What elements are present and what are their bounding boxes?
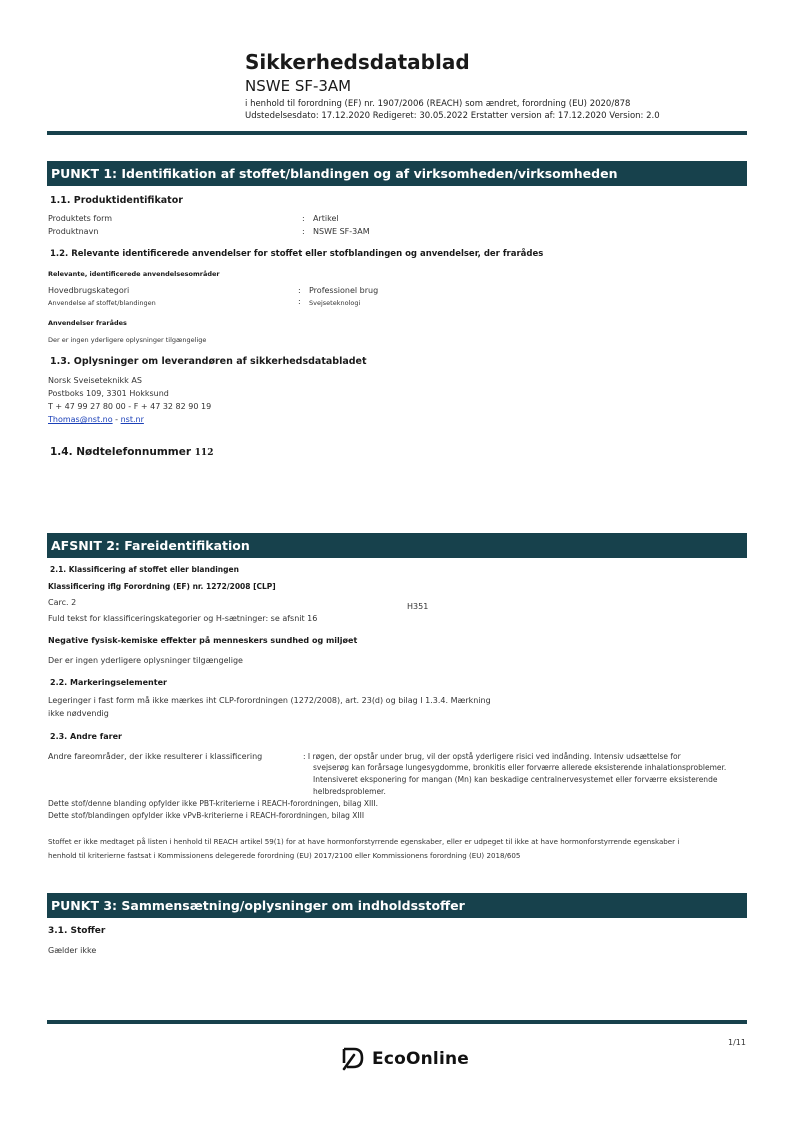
product-name-heading: NSWE SF-3AM xyxy=(245,77,352,95)
footer-divider xyxy=(47,1020,747,1024)
section-2-heading: AFSNIT 2: Fareidentifikation xyxy=(47,533,747,558)
colon-separator: : xyxy=(298,286,301,295)
substances-text: Gælder ikke xyxy=(48,946,97,955)
advised-against-label: Anvendelser frarådes xyxy=(48,319,127,327)
link-separator: - xyxy=(112,415,121,424)
subsection-2-3-heading: 2.3. Andre farer xyxy=(50,732,122,741)
section-1-heading: PUNKT 1: Identifikation af stoffet/blandingen og af virksomheden/virksomheden xyxy=(47,161,747,186)
product-form-value: Artikel xyxy=(313,214,339,223)
endocrine-statement-line-1: Stoffet er ikke medtaget på listen i henhold til REACH artikel 59(1) for at have hormonforstyrrende egenskaber, eller er udpeget til ikke at have hormonforstyrrende egenskaber i xyxy=(48,837,680,846)
product-name-value: NSWE SF-3AM xyxy=(313,227,370,236)
labelling-text-line-2: ikke nødvendig xyxy=(48,709,109,718)
relevant-uses-label: Relevante, identificerede anvendelsesområder xyxy=(48,270,220,278)
supplier-web-link[interactable]: nst.nr xyxy=(120,415,144,424)
vpvb-statement: Dette stof/blandingen opfylder ikke vPvB-kriterierne i REACH-forordningen, bilag XIII xyxy=(48,811,365,820)
subsection-1-1-heading: 1.1. Produktidentifikator xyxy=(50,195,183,206)
hazard-statement-code: H351 xyxy=(407,602,429,611)
header-divider xyxy=(47,131,747,135)
subsection-3-1-heading: 3.1. Stoffer xyxy=(48,926,106,936)
subsection-1-2-heading: 1.2. Relevante identificerede anvendelser for stoffet eller stofblandingen og anvendelser, der frarådes xyxy=(50,249,544,259)
subsection-1-4-heading xyxy=(50,446,213,458)
emergency-heading-text: 1.4. Nødtelefonnummer xyxy=(50,446,192,458)
other-hazards-line-1: : I røgen, der opstår under brug, vil der opstå yderligere risici ved indånding. Intensiv udsættelse for xyxy=(303,752,681,761)
section-3-heading: PUNKT 3: Sammensætning/oplysninger om indholdsstoffer xyxy=(47,893,747,918)
supplier-address: Postboks 109, 3301 Hokksund xyxy=(48,389,169,398)
pbt-statement: Dette stof/denne blanding opfylder ikke PBT-kriterierne i REACH-forordningen, bilag XIII. xyxy=(48,799,378,808)
version-dates-line: Udstedelsesdato: 17.12.2020 Redigeret: 30.05.2022 Erstatter version af: 17.12.2020 Version: 2.0 xyxy=(245,111,660,121)
subsection-2-2-heading: 2.2. Markeringselementer xyxy=(50,678,167,687)
endocrine-statement-line-2: henhold til kriterierne fastsat i Kommissionens delegerede forordning (EU) 2017/2100 eller Kommissionens forordning (EU) 2018/605 xyxy=(48,851,521,860)
colon-separator: : xyxy=(302,227,305,236)
supplier-email-link[interactable]: Thomas@nst.no xyxy=(48,415,113,424)
ecoonline-logo-text: EcoOnline xyxy=(372,1049,470,1069)
ecoonline-logo-icon xyxy=(340,1046,366,1072)
other-hazards-line-3: Intensiveret eksponering for mangan (Mn) kan beskadige centralnervesystemet eller forværre eksisterende xyxy=(313,775,718,784)
subsection-2-1-heading: 2.1. Klassificering af stoffet eller blandingen xyxy=(50,565,239,574)
supplier-contact xyxy=(48,415,144,424)
ecoonline-logo xyxy=(340,1046,469,1072)
advised-against-text: Der er ingen yderligere oplysninger tilgængelige xyxy=(48,336,207,344)
product-name-label: Produktnavn xyxy=(48,227,99,236)
negative-effects-text: Der er ingen yderligere oplysninger tilgængelige xyxy=(48,656,243,665)
negative-effects-heading: Negative fysisk-kemiske effekter på menneskers sundhed og miljøet xyxy=(48,636,358,645)
carc-category: Carc. 2 xyxy=(48,598,77,607)
colon-separator: : xyxy=(302,214,305,223)
product-form-label: Produktets form xyxy=(48,214,113,223)
main-category-label: Hovedbrugskategori xyxy=(48,286,130,295)
other-hazards-label: Andre fareområder, der ikke resulterer i klassificering xyxy=(48,752,263,761)
full-text-reference: Fuld tekst for klassificeringskategorier og H-sætninger: se afsnit 16 xyxy=(48,614,318,623)
clp-heading: Klassificering iflg Forordning (EF) nr. 1272/2008 [CLP] xyxy=(48,582,276,591)
use-value: Svejseteknologi xyxy=(309,299,361,307)
regulation-line: i henhold til forordning (EF) nr. 1907/2006 (REACH) som ændret, forordning (EU) 2020/878 xyxy=(245,99,631,109)
subsection-1-3-heading: 1.3. Oplysninger om leverandøren af sikkerhedsdatabladet xyxy=(50,356,367,367)
labelling-text-line-1: Legeringer i fast form må ikke mærkes iht CLP-forordningen (1272/2008), art. 23(d) og bilag I 1.3.4. Mærkning xyxy=(48,696,491,705)
page-number: 1/11 xyxy=(728,1038,746,1047)
emergency-number: 112 xyxy=(194,448,214,458)
other-hazards-line-4: helbredsproblemer. xyxy=(313,787,386,796)
colon-separator: : xyxy=(298,297,301,306)
supplier-phone: T + 47 99 27 80 00 - F + 47 32 82 90 19 xyxy=(48,402,212,411)
main-category-value: Professionel brug xyxy=(309,286,379,295)
supplier-name: Norsk Sveiseteknikk AS xyxy=(48,376,142,385)
use-label: Anvendelse af stoffet/blandingen xyxy=(48,299,156,307)
document-title: Sikkerhedsdatablad xyxy=(245,50,470,74)
other-hazards-line-2: svejserøg kan forårsage lungesygdomme, bronkitis eller forværre allerede eksisterende inhalationsproblemer. xyxy=(313,763,727,772)
